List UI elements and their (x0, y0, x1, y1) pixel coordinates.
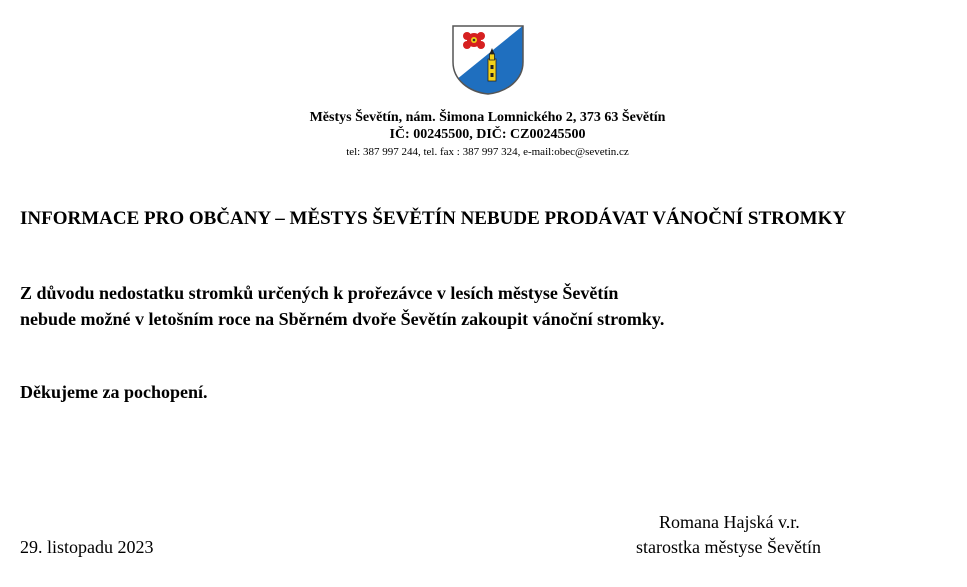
signatory-name: Romana Hajská v.r. (659, 512, 800, 532)
document-date: 29. listopadu 2023 (20, 537, 154, 557)
signatory-title: starostka městyse Ševětín (636, 537, 821, 557)
notice-paragraph-line-1: Z důvodu nedostatku stromků určených k prořezávce v lesích městyse Ševětín (20, 283, 619, 303)
notice-paragraph-line-2: nebude možné v letošním roce na Sběrném dvoře Ševětín zakoupit vánoční stromky. (20, 309, 665, 329)
thanks-text: Děkujeme za pochopení. (20, 382, 208, 402)
municipality-address: Městys Ševětín, nám. Šimona Lomnického 2, 373 63 Ševětín (309, 110, 666, 125)
municipal-crest (451, 24, 525, 96)
municipality-ids: IČ: 00245500, DIČ: CZ00245500 (389, 127, 586, 142)
municipality-contact: tel: 387 997 244, tel. fax : 387 997 324, e-mail:obec@sevetin.cz (346, 146, 629, 158)
notice-headline: INFORMACE PRO OBČANY – MĚSTYS ŠEVĚTÍN NEBUDE PRODÁVAT VÁNOČNÍ STROMKY (20, 208, 847, 229)
